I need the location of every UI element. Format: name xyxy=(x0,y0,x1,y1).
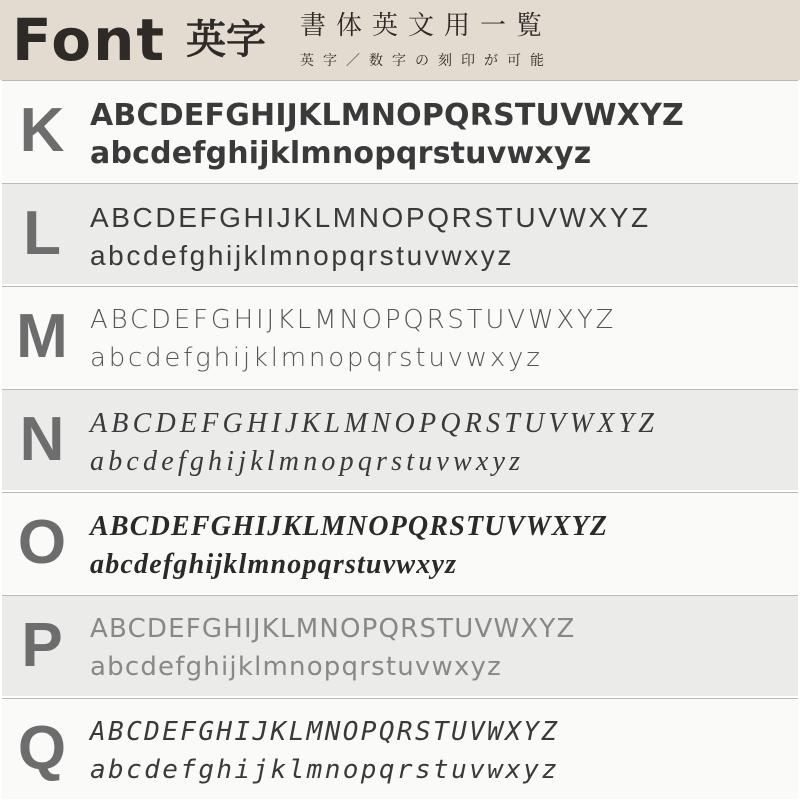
font-id-label: N xyxy=(19,405,65,474)
font-row-l xyxy=(2,183,798,284)
lowercase-sample: abcdefghijklmnopqrstuvwxyz xyxy=(90,240,514,271)
lowercase-sample: abcdefghijklmnopqrstuvwxyz xyxy=(90,136,592,171)
font-row-o xyxy=(2,492,798,593)
uppercase-sample: ABCDEFGHIJKLMNOPQRSTUVWXYZ xyxy=(90,202,651,233)
lowercase-sample: abcdefghijklmnopqrstuvwxyz xyxy=(90,446,525,477)
lowercase-sample: abcdefghijklmnopqrstuvwxyz xyxy=(90,343,543,373)
uppercase-sample: ABCDEFGHIJKLMNOPQRSTUVWXYZ xyxy=(90,305,617,335)
uppercase-sample: ABCDEFGHIJKLMNOPQRSTUVWXYZ xyxy=(90,98,685,133)
lowercase-sample: abcdefghijklmnopqrstuvwxyz xyxy=(90,652,502,682)
lowercase-sample: abcdefghijklmnopqrstuvwxyz xyxy=(90,549,458,580)
font-row-p xyxy=(2,595,798,696)
font-id-label: P xyxy=(21,611,63,680)
font-list xyxy=(0,80,800,800)
font-row-n xyxy=(2,389,798,490)
page-header xyxy=(0,0,800,80)
font-row-m xyxy=(2,286,798,387)
font-row-q xyxy=(2,698,798,799)
lowercase-sample: abcdefghijklmnopqrstuvwxyz xyxy=(90,755,560,785)
page-caption: 英字／数字の刻印が可能 xyxy=(300,53,553,69)
page-subtitle: 書体英文用一覧 xyxy=(300,11,553,41)
font-row-k xyxy=(2,80,798,181)
font-id-label: Q xyxy=(17,714,67,783)
uppercase-sample: ABCDEFGHIJKLMNOPQRSTUVWXYZ xyxy=(90,408,659,439)
uppercase-sample: ABCDEFGHIJKLMNOPQRSTUVWXYZ xyxy=(90,614,576,644)
font-id-label: O xyxy=(17,508,67,577)
uppercase-sample: ABCDEFGHIJKLMNOPQRSTUVWXYZ xyxy=(90,717,560,747)
uppercase-sample: ABCDEFGHIJKLMNOPQRSTUVWXYZ xyxy=(90,511,609,542)
font-id-label: M xyxy=(16,302,68,371)
font-id-label: L xyxy=(23,199,61,268)
font-id-label: K xyxy=(19,96,65,165)
page-title: Font xyxy=(12,6,167,74)
page-title-kanji: 英字 xyxy=(186,17,266,63)
